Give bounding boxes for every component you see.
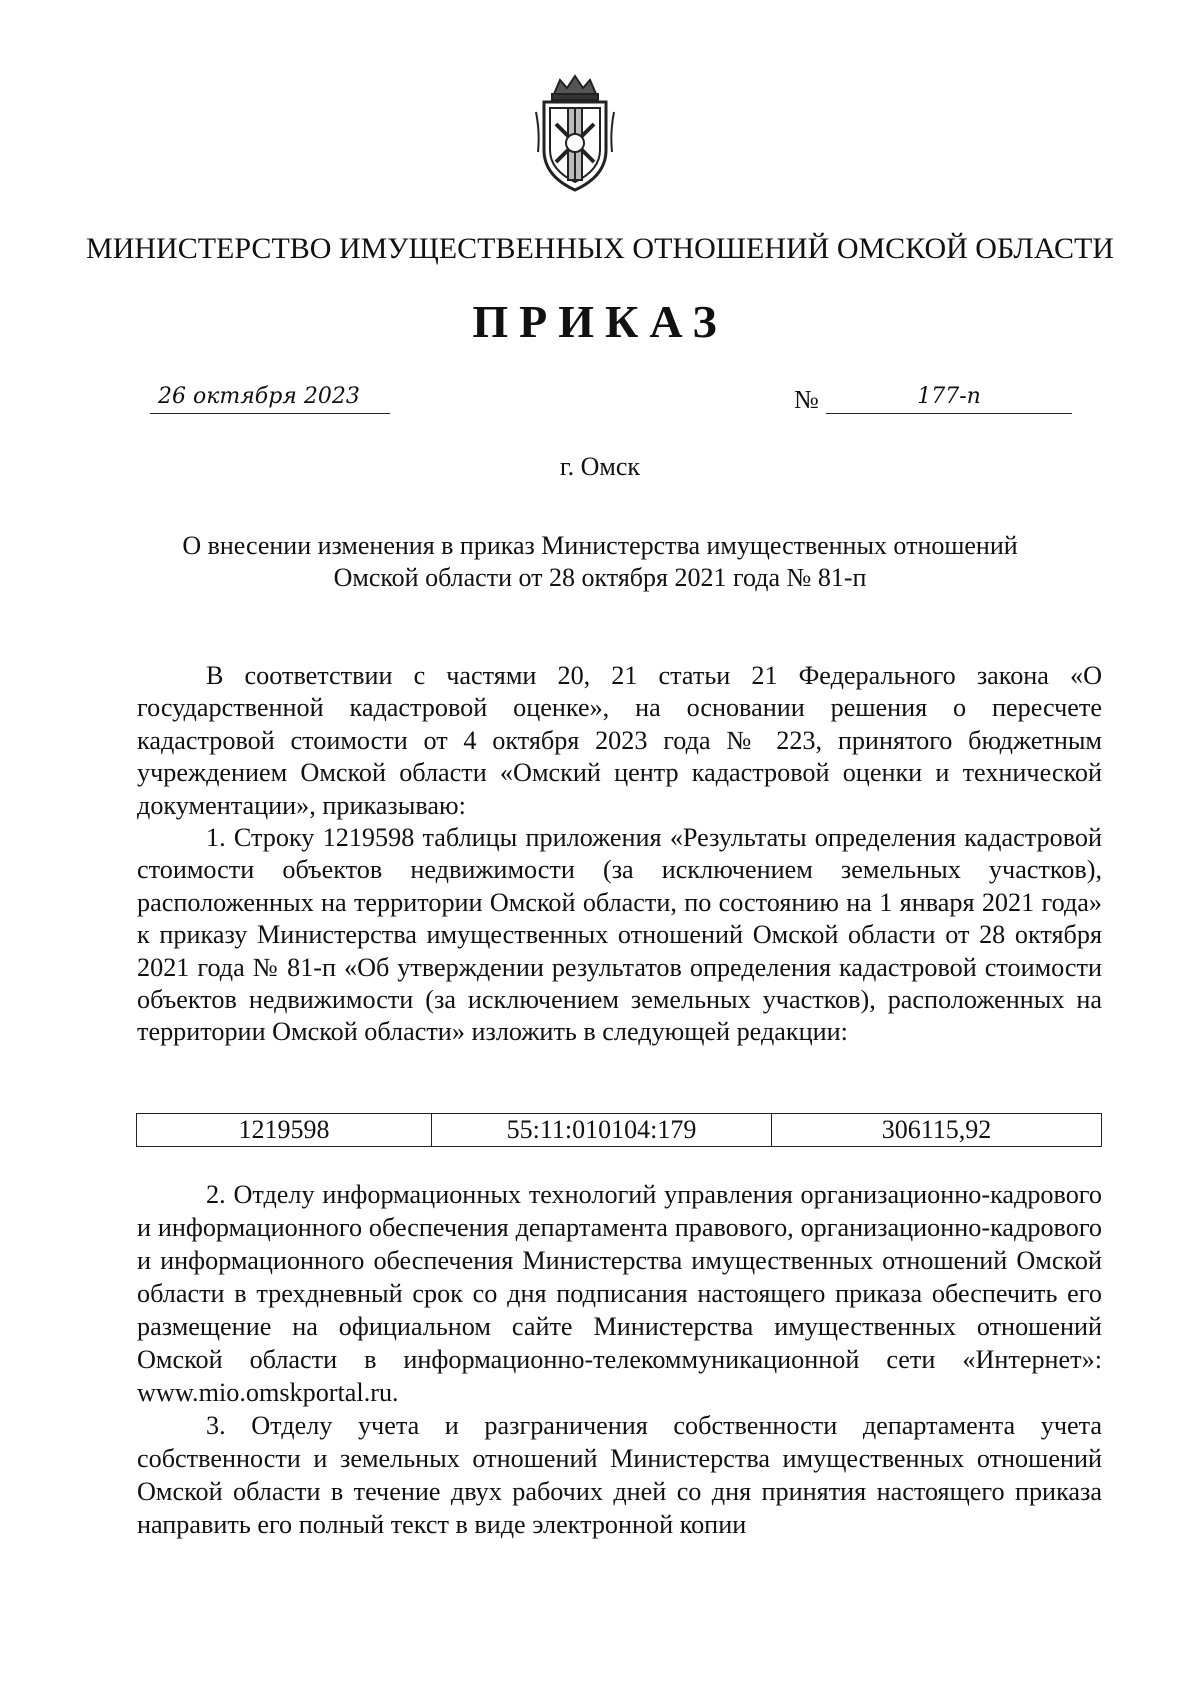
item-3-paragraph: 3. Отделу учета и разграничения собственности департамента учета собственности и земельных отношений Министерства имущественных отношений Омской области в течение двух рабочих дней со дня принятия настоящего приказа направить его полный текст в виде электронной копии [137,1411,1102,1539]
city: г. Омск [559,452,641,481]
omsk-coat-of-arms-icon [534,72,616,196]
table-cell-cadastral-value: 306115,92 [881,1115,992,1144]
item-2-url: www.mio.omskportal.ru. [137,1378,399,1407]
preamble-paragraph: В соответствии с частями 20, 21 статьи 21 Федерального закона «О государственной кадастровой оценке», на основании решения о пересчете кадастровой стоимости от 4 октября 2023 года № 223, принятого бюджетным учреждением Омской области «Омский центр кадастровой оценки и технической документации», приказываю: [137,661,1102,820]
document-title: ПРИКАЗ [472,296,728,347]
subject-line-1: О внесении изменения в приказ Министерства имущественных отношений [182,531,1018,560]
number-sign: № [794,385,819,414]
order-subject [100,530,1100,594]
item-2-paragraph [137,1178,1102,1409]
item-2-text: 2. Отделу информационных технологий управления организационно-кадрового и информационного обеспечения департамента правового, организационно-кадрового и информационного обеспечения Министерства имущественных отношений Омской области в трехдневный срок со дня подписания настоящего приказа обеспечить его размещение на официальном сайте Министерства имущественных отношений Омской области в информационно-телекоммуникационной сети «Интернет»: [137,1180,1102,1374]
item-1-paragraph: 1. Строку 1219598 таблицы приложения «Результаты определения кадастровой стоимости объектов недвижимости (за исключением земельных участков), расположенных на территории Омской области, по состоянию на 1 января 2021 года» к приказу Министерства имущественных отношений Омской области от 28 октября 2021 года № 81-п «Об утверждении результатов определения кадастровой стоимости объектов недвижимости (за исключением земельных участков), расположенных на территории Омской области» изложить в следующей редакции: [137,823,1102,1047]
order-body-continued [137,1178,1102,1541]
ministry-name: МИНИСТЕРСТВО ИМУЩЕСТВЕННЫХ ОТНОШЕНИЙ ОМСКОЙ ОБЛАСТИ [86,232,1114,265]
order-date: 26 октября 2023 [150,384,390,414]
table-cell-cadastral-number: 55:11:010104:179 [432,1114,772,1146]
order-number: 177-п [826,384,1072,414]
cadastral-table-row [136,1113,1102,1147]
table-cell-row-number: 1219598 [137,1114,432,1146]
order-body [137,660,1102,1049]
subject-line-2: Омской области от 28 октября 2021 года № 81-п [333,563,867,592]
